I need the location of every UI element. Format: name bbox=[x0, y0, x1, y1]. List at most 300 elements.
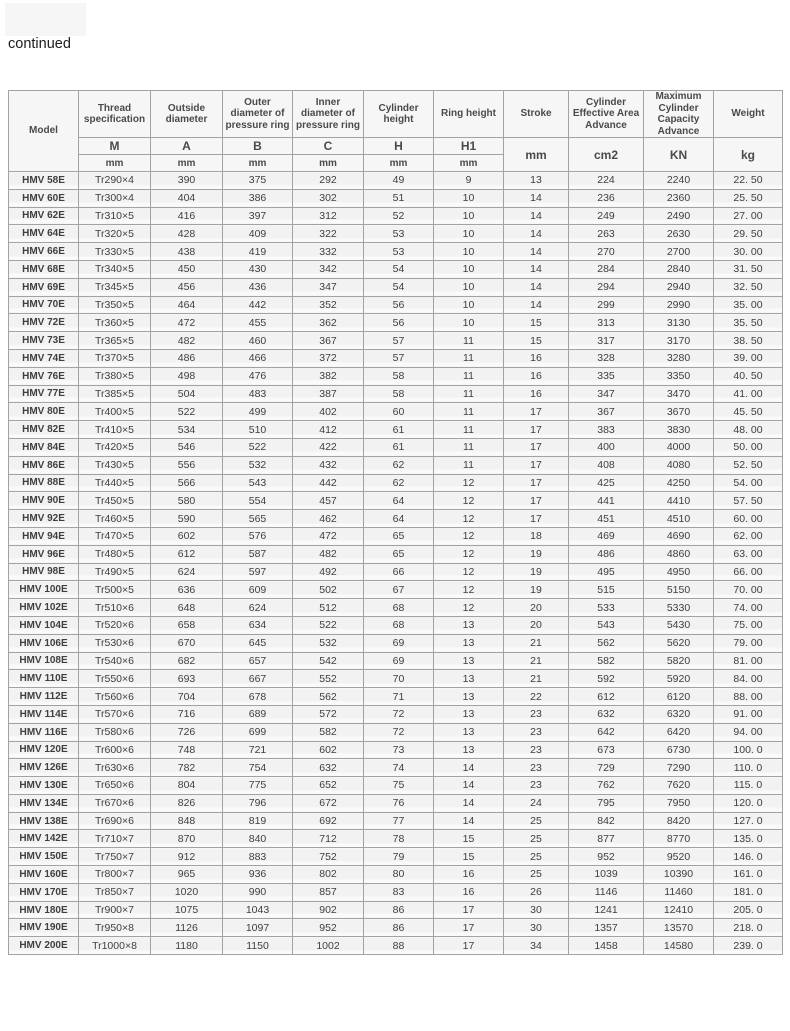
cell-outer-dia-pressure-ring: 699 bbox=[223, 723, 293, 741]
cell-ring-height: 11 bbox=[434, 403, 504, 421]
cell-outer-dia-pressure-ring: 1043 bbox=[223, 901, 293, 919]
cell-effective-area: 486 bbox=[569, 545, 644, 563]
cell-thread-spec: Tr630×6 bbox=[79, 759, 151, 777]
cell-outside-diameter: 590 bbox=[151, 510, 223, 528]
cell-cylinder-height: 74 bbox=[364, 759, 434, 777]
cell-stroke: 19 bbox=[504, 545, 569, 563]
cell-thread-spec: Tr550×6 bbox=[79, 670, 151, 688]
table-row bbox=[9, 385, 783, 403]
cell-outside-diameter: 472 bbox=[151, 314, 223, 332]
cell-inner-dia-pressure-ring: 422 bbox=[293, 438, 364, 456]
cell-cylinder-height: 76 bbox=[364, 794, 434, 812]
cell-outside-diameter: 612 bbox=[151, 545, 223, 563]
symbol-ring-height: H1 bbox=[434, 138, 504, 155]
cell-thread-spec: Tr310×5 bbox=[79, 207, 151, 225]
cell-effective-area: 642 bbox=[569, 723, 644, 741]
cell-model: HMV 200E bbox=[9, 937, 79, 955]
col-header-outer-dia-pressure-ring: Outer diameter of pressure ring bbox=[223, 91, 293, 138]
cell-max-capacity: 2990 bbox=[644, 296, 714, 314]
cell-outside-diameter: 848 bbox=[151, 812, 223, 830]
cell-thread-spec: Tr570×6 bbox=[79, 705, 151, 723]
cell-cylinder-height: 68 bbox=[364, 599, 434, 617]
cell-cylinder-height: 75 bbox=[364, 777, 434, 795]
cell-stroke: 25 bbox=[504, 848, 569, 866]
unit-outer-dia-pressure-ring: mm bbox=[223, 155, 293, 172]
cell-effective-area: 383 bbox=[569, 421, 644, 439]
cell-cylinder-height: 70 bbox=[364, 670, 434, 688]
table-row bbox=[9, 225, 783, 243]
table-row bbox=[9, 883, 783, 901]
table-row bbox=[9, 705, 783, 723]
cell-max-capacity: 4410 bbox=[644, 492, 714, 510]
cell-thread-spec: Tr290×4 bbox=[79, 172, 151, 190]
cell-outside-diameter: 428 bbox=[151, 225, 223, 243]
cell-cylinder-height: 58 bbox=[364, 385, 434, 403]
cell-thread-spec: Tr350×5 bbox=[79, 296, 151, 314]
cell-max-capacity: 10390 bbox=[644, 866, 714, 884]
cell-max-capacity: 2940 bbox=[644, 278, 714, 296]
cell-outer-dia-pressure-ring: 883 bbox=[223, 848, 293, 866]
cell-model: HMV 69E bbox=[9, 278, 79, 296]
cell-cylinder-height: 86 bbox=[364, 919, 434, 937]
cell-inner-dia-pressure-ring: 302 bbox=[293, 189, 364, 207]
cell-outside-diameter: 716 bbox=[151, 705, 223, 723]
cell-ring-height: 10 bbox=[434, 260, 504, 278]
cell-outside-diameter: 504 bbox=[151, 385, 223, 403]
cell-max-capacity: 14580 bbox=[644, 937, 714, 955]
cell-weight: 32. 50 bbox=[714, 278, 783, 296]
cell-effective-area: 673 bbox=[569, 741, 644, 759]
cell-thread-spec: Tr530×6 bbox=[79, 634, 151, 652]
symbol-outside-diameter: A bbox=[151, 138, 223, 155]
cell-ring-height: 17 bbox=[434, 919, 504, 937]
table-row bbox=[9, 866, 783, 884]
cell-outer-dia-pressure-ring: 634 bbox=[223, 616, 293, 634]
cell-stroke: 16 bbox=[504, 349, 569, 367]
cell-outside-diameter: 1180 bbox=[151, 937, 223, 955]
cell-model: HMV 134E bbox=[9, 794, 79, 812]
cell-effective-area: 328 bbox=[569, 349, 644, 367]
cell-outer-dia-pressure-ring: 554 bbox=[223, 492, 293, 510]
cell-outside-diameter: 726 bbox=[151, 723, 223, 741]
unit-ring-height: mm bbox=[434, 155, 504, 172]
cell-thread-spec: Tr380×5 bbox=[79, 367, 151, 385]
cell-ring-height: 15 bbox=[434, 848, 504, 866]
cell-cylinder-height: 54 bbox=[364, 278, 434, 296]
cell-inner-dia-pressure-ring: 802 bbox=[293, 866, 364, 884]
cell-inner-dia-pressure-ring: 752 bbox=[293, 848, 364, 866]
cell-max-capacity: 4250 bbox=[644, 474, 714, 492]
cell-stroke: 23 bbox=[504, 777, 569, 795]
cell-outside-diameter: 556 bbox=[151, 456, 223, 474]
table-row bbox=[9, 563, 783, 581]
cell-weight: 45. 50 bbox=[714, 403, 783, 421]
cell-effective-area: 877 bbox=[569, 830, 644, 848]
unit-thread-spec: mm bbox=[79, 155, 151, 172]
symbol-inner-dia-pressure-ring: C bbox=[293, 138, 364, 155]
cell-outside-diameter: 658 bbox=[151, 616, 223, 634]
cell-cylinder-height: 62 bbox=[364, 474, 434, 492]
cell-thread-spec: Tr490×5 bbox=[79, 563, 151, 581]
cell-cylinder-height: 56 bbox=[364, 314, 434, 332]
unit-outside-diameter: mm bbox=[151, 155, 223, 172]
cell-ring-height: 17 bbox=[434, 901, 504, 919]
cell-ring-height: 11 bbox=[434, 367, 504, 385]
cell-max-capacity: 5430 bbox=[644, 616, 714, 634]
cell-inner-dia-pressure-ring: 462 bbox=[293, 510, 364, 528]
cell-model: HMV 102E bbox=[9, 599, 79, 617]
cell-inner-dia-pressure-ring: 857 bbox=[293, 883, 364, 901]
cell-stroke: 14 bbox=[504, 189, 569, 207]
cell-cylinder-height: 77 bbox=[364, 812, 434, 830]
cell-ring-height: 13 bbox=[434, 616, 504, 634]
col-header-effective-area: Cylinder Effective Area Advance bbox=[569, 91, 644, 138]
cell-outside-diameter: 648 bbox=[151, 599, 223, 617]
cell-outer-dia-pressure-ring: 576 bbox=[223, 527, 293, 545]
cell-outside-diameter: 546 bbox=[151, 438, 223, 456]
cell-outer-dia-pressure-ring: 397 bbox=[223, 207, 293, 225]
cell-outer-dia-pressure-ring: 609 bbox=[223, 581, 293, 599]
cell-weight: 146. 0 bbox=[714, 848, 783, 866]
cell-cylinder-height: 83 bbox=[364, 883, 434, 901]
table-row bbox=[9, 723, 783, 741]
cell-outer-dia-pressure-ring: 430 bbox=[223, 260, 293, 278]
cell-stroke: 23 bbox=[504, 741, 569, 759]
cell-outside-diameter: 704 bbox=[151, 688, 223, 706]
cell-ring-height: 10 bbox=[434, 207, 504, 225]
table-row bbox=[9, 545, 783, 563]
unit-weight: kg bbox=[714, 138, 783, 172]
cell-inner-dia-pressure-ring: 382 bbox=[293, 367, 364, 385]
cell-weight: 52. 50 bbox=[714, 456, 783, 474]
cell-effective-area: 469 bbox=[569, 527, 644, 545]
cell-effective-area: 762 bbox=[569, 777, 644, 795]
table-row bbox=[9, 527, 783, 545]
cell-weight: 94. 00 bbox=[714, 723, 783, 741]
cell-effective-area: 451 bbox=[569, 510, 644, 528]
cell-weight: 35. 00 bbox=[714, 296, 783, 314]
cell-inner-dia-pressure-ring: 672 bbox=[293, 794, 364, 812]
cell-model: HMV 77E bbox=[9, 385, 79, 403]
cell-effective-area: 313 bbox=[569, 314, 644, 332]
cell-cylinder-height: 69 bbox=[364, 634, 434, 652]
cell-cylinder-height: 57 bbox=[364, 332, 434, 350]
cell-cylinder-height: 72 bbox=[364, 723, 434, 741]
cell-cylinder-height: 72 bbox=[364, 705, 434, 723]
cell-outside-diameter: 602 bbox=[151, 527, 223, 545]
table-row bbox=[9, 848, 783, 866]
cell-stroke: 17 bbox=[504, 510, 569, 528]
cell-model: HMV 96E bbox=[9, 545, 79, 563]
cell-inner-dia-pressure-ring: 902 bbox=[293, 901, 364, 919]
table-row bbox=[9, 688, 783, 706]
cell-ring-height: 14 bbox=[434, 812, 504, 830]
cell-outer-dia-pressure-ring: 476 bbox=[223, 367, 293, 385]
table-row bbox=[9, 367, 783, 385]
cell-outer-dia-pressure-ring: 1097 bbox=[223, 919, 293, 937]
cell-weight: 84. 00 bbox=[714, 670, 783, 688]
cell-max-capacity: 4510 bbox=[644, 510, 714, 528]
cell-thread-spec: Tr365×5 bbox=[79, 332, 151, 350]
cell-outer-dia-pressure-ring: 597 bbox=[223, 563, 293, 581]
table-row bbox=[9, 634, 783, 652]
cell-effective-area: 729 bbox=[569, 759, 644, 777]
cell-outer-dia-pressure-ring: 721 bbox=[223, 741, 293, 759]
cell-thread-spec: Tr480×5 bbox=[79, 545, 151, 563]
col-header-cylinder-height: Cylinder height bbox=[364, 91, 434, 138]
cell-inner-dia-pressure-ring: 552 bbox=[293, 670, 364, 688]
cell-ring-height: 10 bbox=[434, 296, 504, 314]
cell-effective-area: 367 bbox=[569, 403, 644, 421]
table-row bbox=[9, 741, 783, 759]
cell-stroke: 21 bbox=[504, 652, 569, 670]
cell-outside-diameter: 438 bbox=[151, 243, 223, 261]
table-row bbox=[9, 438, 783, 456]
cell-outside-diameter: 404 bbox=[151, 189, 223, 207]
cell-weight: 41. 00 bbox=[714, 385, 783, 403]
cell-cylinder-height: 57 bbox=[364, 349, 434, 367]
cell-model: HMV 84E bbox=[9, 438, 79, 456]
cell-stroke: 20 bbox=[504, 616, 569, 634]
cell-max-capacity: 7620 bbox=[644, 777, 714, 795]
cell-thread-spec: Tr670×6 bbox=[79, 794, 151, 812]
cell-thread-spec: Tr950×8 bbox=[79, 919, 151, 937]
cell-effective-area: 236 bbox=[569, 189, 644, 207]
col-header-model: Model bbox=[9, 91, 79, 172]
cell-outer-dia-pressure-ring: 645 bbox=[223, 634, 293, 652]
cell-stroke: 34 bbox=[504, 937, 569, 955]
header-symbol-row bbox=[9, 138, 783, 155]
cell-stroke: 23 bbox=[504, 759, 569, 777]
col-header-max-capacity: Maximum Cylinder Capacity Advance bbox=[644, 91, 714, 138]
cell-weight: 31. 50 bbox=[714, 260, 783, 278]
table-row bbox=[9, 172, 783, 190]
cell-weight: 161. 0 bbox=[714, 866, 783, 884]
cell-effective-area: 263 bbox=[569, 225, 644, 243]
cell-thread-spec: Tr340×5 bbox=[79, 260, 151, 278]
cell-inner-dia-pressure-ring: 482 bbox=[293, 545, 364, 563]
cell-effective-area: 515 bbox=[569, 581, 644, 599]
cell-stroke: 18 bbox=[504, 527, 569, 545]
cell-outside-diameter: 693 bbox=[151, 670, 223, 688]
cell-inner-dia-pressure-ring: 502 bbox=[293, 581, 364, 599]
cell-ring-height: 17 bbox=[434, 937, 504, 955]
cell-stroke: 16 bbox=[504, 385, 569, 403]
col-header-weight: Weight bbox=[714, 91, 783, 138]
cell-effective-area: 1241 bbox=[569, 901, 644, 919]
cell-stroke: 19 bbox=[504, 581, 569, 599]
cell-model: HMV 94E bbox=[9, 527, 79, 545]
cell-weight: 35. 50 bbox=[714, 314, 783, 332]
cell-inner-dia-pressure-ring: 412 bbox=[293, 421, 364, 439]
table-row bbox=[9, 794, 783, 812]
cell-stroke: 25 bbox=[504, 866, 569, 884]
cell-cylinder-height: 86 bbox=[364, 901, 434, 919]
cell-model: HMV 72E bbox=[9, 314, 79, 332]
cell-stroke: 30 bbox=[504, 919, 569, 937]
cell-inner-dia-pressure-ring: 367 bbox=[293, 332, 364, 350]
cell-stroke: 17 bbox=[504, 403, 569, 421]
table-row bbox=[9, 456, 783, 474]
table-row bbox=[9, 332, 783, 350]
col-header-thread-spec: Thread specification bbox=[79, 91, 151, 138]
unit-stroke: mm bbox=[504, 138, 569, 172]
cell-outside-diameter: 624 bbox=[151, 563, 223, 581]
cell-max-capacity: 6320 bbox=[644, 705, 714, 723]
cell-inner-dia-pressure-ring: 387 bbox=[293, 385, 364, 403]
cell-max-capacity: 13570 bbox=[644, 919, 714, 937]
cell-model: HMV 190E bbox=[9, 919, 79, 937]
cell-model: HMV 70E bbox=[9, 296, 79, 314]
cell-stroke: 16 bbox=[504, 367, 569, 385]
cell-max-capacity: 2360 bbox=[644, 189, 714, 207]
cell-effective-area: 952 bbox=[569, 848, 644, 866]
cell-model: HMV 160E bbox=[9, 866, 79, 884]
cell-weight: 74. 00 bbox=[714, 599, 783, 617]
cell-outside-diameter: 1126 bbox=[151, 919, 223, 937]
cell-max-capacity: 8770 bbox=[644, 830, 714, 848]
cell-cylinder-height: 62 bbox=[364, 456, 434, 474]
cell-effective-area: 543 bbox=[569, 616, 644, 634]
cell-outer-dia-pressure-ring: 689 bbox=[223, 705, 293, 723]
cell-inner-dia-pressure-ring: 292 bbox=[293, 172, 364, 190]
cell-outer-dia-pressure-ring: 990 bbox=[223, 883, 293, 901]
cell-ring-height: 13 bbox=[434, 688, 504, 706]
cell-outer-dia-pressure-ring: 510 bbox=[223, 421, 293, 439]
cell-thread-spec: Tr460×5 bbox=[79, 510, 151, 528]
cell-inner-dia-pressure-ring: 432 bbox=[293, 456, 364, 474]
cell-weight: 57. 50 bbox=[714, 492, 783, 510]
page-thumbnail-placeholder bbox=[5, 3, 86, 36]
cell-max-capacity: 4000 bbox=[644, 438, 714, 456]
cell-cylinder-height: 69 bbox=[364, 652, 434, 670]
cell-ring-height: 13 bbox=[434, 634, 504, 652]
cell-thread-spec: Tr370×5 bbox=[79, 349, 151, 367]
cell-max-capacity: 3350 bbox=[644, 367, 714, 385]
cell-stroke: 17 bbox=[504, 474, 569, 492]
cell-ring-height: 9 bbox=[434, 172, 504, 190]
cell-outer-dia-pressure-ring: 678 bbox=[223, 688, 293, 706]
cell-outside-diameter: 1020 bbox=[151, 883, 223, 901]
cell-ring-height: 13 bbox=[434, 741, 504, 759]
cell-model: HMV 104E bbox=[9, 616, 79, 634]
cell-max-capacity: 5620 bbox=[644, 634, 714, 652]
cell-effective-area: 632 bbox=[569, 705, 644, 723]
cell-thread-spec: Tr400×5 bbox=[79, 403, 151, 421]
cell-max-capacity: 3670 bbox=[644, 403, 714, 421]
cell-ring-height: 16 bbox=[434, 866, 504, 884]
cell-max-capacity: 3170 bbox=[644, 332, 714, 350]
cell-ring-height: 16 bbox=[434, 883, 504, 901]
cell-effective-area: 270 bbox=[569, 243, 644, 261]
cell-thread-spec: Tr560×6 bbox=[79, 688, 151, 706]
cell-inner-dia-pressure-ring: 532 bbox=[293, 634, 364, 652]
cell-inner-dia-pressure-ring: 332 bbox=[293, 243, 364, 261]
cell-weight: 27. 00 bbox=[714, 207, 783, 225]
cell-model: HMV 180E bbox=[9, 901, 79, 919]
cell-effective-area: 1039 bbox=[569, 866, 644, 884]
cell-thread-spec: Tr500×5 bbox=[79, 581, 151, 599]
cell-outside-diameter: 670 bbox=[151, 634, 223, 652]
cell-effective-area: 249 bbox=[569, 207, 644, 225]
cell-cylinder-height: 54 bbox=[364, 260, 434, 278]
cell-thread-spec: Tr900×7 bbox=[79, 901, 151, 919]
cell-ring-height: 12 bbox=[434, 581, 504, 599]
cell-cylinder-height: 73 bbox=[364, 741, 434, 759]
cell-cylinder-height: 56 bbox=[364, 296, 434, 314]
cell-outside-diameter: 486 bbox=[151, 349, 223, 367]
cell-effective-area: 533 bbox=[569, 599, 644, 617]
cell-effective-area: 562 bbox=[569, 634, 644, 652]
cell-stroke: 14 bbox=[504, 296, 569, 314]
symbol-thread-spec: M bbox=[79, 138, 151, 155]
cell-stroke: 23 bbox=[504, 723, 569, 741]
cell-inner-dia-pressure-ring: 542 bbox=[293, 652, 364, 670]
cell-thread-spec: Tr580×6 bbox=[79, 723, 151, 741]
cell-cylinder-height: 60 bbox=[364, 403, 434, 421]
unit-inner-dia-pressure-ring: mm bbox=[293, 155, 364, 172]
cell-thread-spec: Tr430×5 bbox=[79, 456, 151, 474]
cell-stroke: 17 bbox=[504, 421, 569, 439]
cell-stroke: 14 bbox=[504, 260, 569, 278]
cell-effective-area: 317 bbox=[569, 332, 644, 350]
cell-inner-dia-pressure-ring: 312 bbox=[293, 207, 364, 225]
cell-thread-spec: Tr360×5 bbox=[79, 314, 151, 332]
cell-weight: 81. 00 bbox=[714, 652, 783, 670]
cell-ring-height: 12 bbox=[434, 510, 504, 528]
cell-ring-height: 12 bbox=[434, 545, 504, 563]
table-row bbox=[9, 189, 783, 207]
cell-weight: 66. 00 bbox=[714, 563, 783, 581]
cell-effective-area: 842 bbox=[569, 812, 644, 830]
cell-effective-area: 425 bbox=[569, 474, 644, 492]
cell-max-capacity: 4690 bbox=[644, 527, 714, 545]
cell-cylinder-height: 68 bbox=[364, 616, 434, 634]
cell-inner-dia-pressure-ring: 602 bbox=[293, 741, 364, 759]
cell-effective-area: 612 bbox=[569, 688, 644, 706]
cell-stroke: 15 bbox=[504, 314, 569, 332]
cell-thread-spec: Tr470×5 bbox=[79, 527, 151, 545]
cell-outer-dia-pressure-ring: 775 bbox=[223, 777, 293, 795]
cell-model: HMV 120E bbox=[9, 741, 79, 759]
unit-cylinder-height: mm bbox=[364, 155, 434, 172]
cell-model: HMV 60E bbox=[9, 189, 79, 207]
spec-table bbox=[8, 90, 783, 955]
col-header-outside-diameter: Outside diameter bbox=[151, 91, 223, 138]
cell-model: HMV 150E bbox=[9, 848, 79, 866]
cell-model: HMV 98E bbox=[9, 563, 79, 581]
cell-weight: 39. 00 bbox=[714, 349, 783, 367]
cell-inner-dia-pressure-ring: 472 bbox=[293, 527, 364, 545]
cell-inner-dia-pressure-ring: 692 bbox=[293, 812, 364, 830]
table-row bbox=[9, 278, 783, 296]
cell-max-capacity: 7950 bbox=[644, 794, 714, 812]
cell-weight: 29. 50 bbox=[714, 225, 783, 243]
cell-outer-dia-pressure-ring: 796 bbox=[223, 794, 293, 812]
cell-inner-dia-pressure-ring: 952 bbox=[293, 919, 364, 937]
cell-ring-height: 13 bbox=[434, 705, 504, 723]
cell-cylinder-height: 79 bbox=[364, 848, 434, 866]
cell-weight: 48. 00 bbox=[714, 421, 783, 439]
cell-thread-spec: Tr300×4 bbox=[79, 189, 151, 207]
cell-ring-height: 12 bbox=[434, 563, 504, 581]
cell-stroke: 25 bbox=[504, 812, 569, 830]
cell-outer-dia-pressure-ring: 442 bbox=[223, 296, 293, 314]
cell-effective-area: 224 bbox=[569, 172, 644, 190]
cell-stroke: 14 bbox=[504, 225, 569, 243]
cell-thread-spec: Tr385×5 bbox=[79, 385, 151, 403]
cell-ring-height: 12 bbox=[434, 474, 504, 492]
